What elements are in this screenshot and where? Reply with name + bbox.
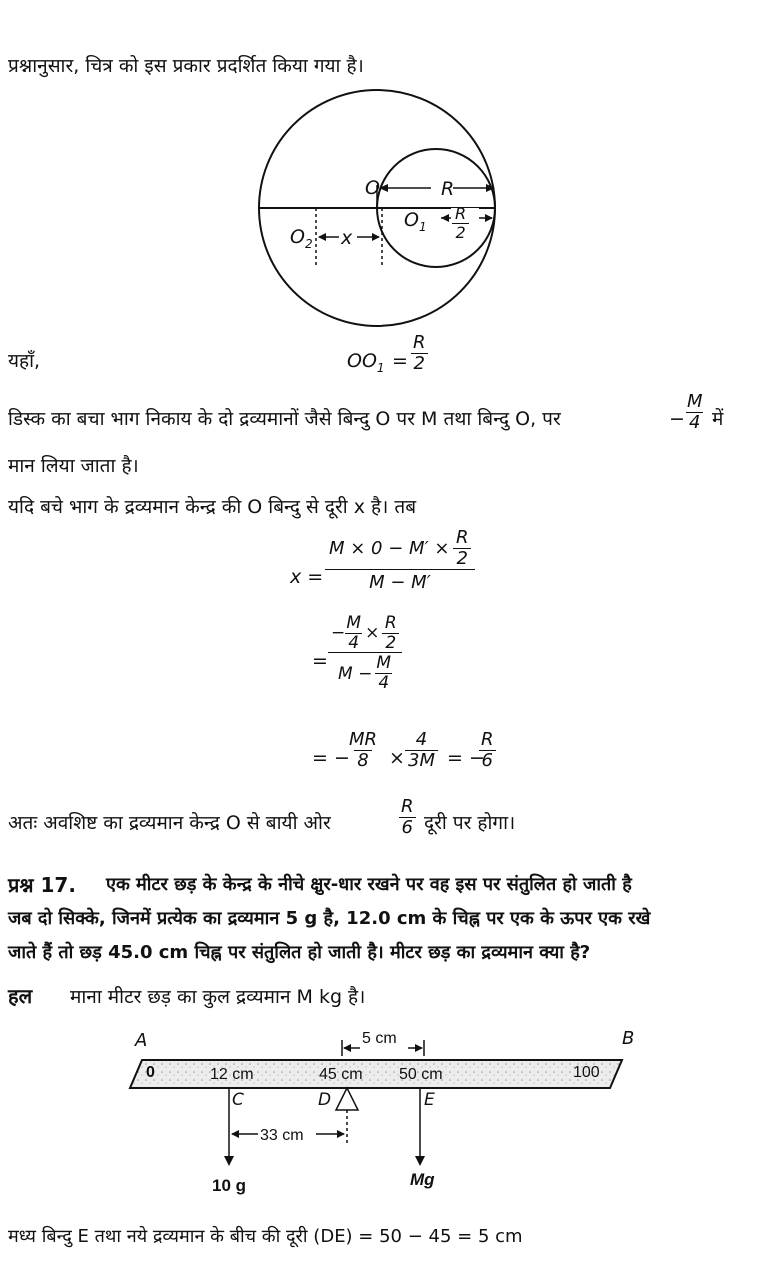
fig1-label-O2: $O_2$ [290,226,313,251]
fig2-mark-12: 12 cm [210,1066,254,1083]
q17-label: प्रश्न 17. [8,873,76,897]
fig1-label-O: O [365,177,380,199]
intro-text: प्रश्नानुसार, चित्र को इस प्रकार प्रदर्शित किया गया है। [8,55,364,77]
eq2-minus: − [331,623,346,644]
q17-line3: जाते हैं तो छड़ 45.0 cm चिह्न पर संतुलित हो जाती है। मीटर छड़ का द्रव्यमान क्या है? [8,942,591,963]
fig2-dim-bottom: 33 cm [260,1127,304,1144]
eq1-numerator: M × 0 − M′ × [329,537,450,559]
eq3-b-frac: $\frac{4}{3M}$ [405,730,438,771]
para1b-text: मान लिया जाता है। [8,455,139,477]
conclusion-post: दूरी पर होगा। [424,812,516,834]
eq2-den-frac: $\frac{M}{4}$ [376,653,392,694]
figure-metre-stick [120,1030,640,1210]
eq3-equals: = − [312,747,350,769]
fig2-mark-50: 50 cm [399,1066,443,1083]
fig2-mark-45: 45 cm [319,1066,363,1083]
eq2-b-frac: $\frac{R}{2}$ [382,614,399,652]
final-line: मध्य बिन्दु E तथा नये द्रव्यमान के बीच की दूरी (DE) = 50 − 45 = 5 cm [8,1226,523,1247]
eq-OO1-equals: = [392,350,408,372]
eq2-fraction [328,614,402,693]
fig2-mark-100: 100 [573,1064,600,1081]
eq-OO1-lhs: $OO_1$ [347,350,385,375]
fig2-label-A: A [135,1030,148,1051]
hal-text: माना मीटर छड़ का कुल द्रव्यमान M kg है। [70,986,366,1008]
fig1-label-x: x [341,227,353,249]
fig2-label-B: B [622,1028,635,1049]
conclusion-pre: अतः अवशिष्ट का द्रव्यमान केन्द्र O से बायी ओर [8,812,331,834]
eq-OO1-fraction: $\frac{R}{2}$ [410,333,429,374]
eq2-times: × [365,623,380,644]
fig1-label-O1: $O_1$ [404,209,427,234]
para1-minus: − [669,408,685,430]
fig2-dim-top: 5 cm [362,1030,397,1047]
fig2-label-C: C [232,1090,244,1110]
fig2-weight-10g: 10 g [212,1176,247,1195]
fig2-label-D: D [318,1090,332,1110]
eq2-denominator: M − $\frac{M}{4}$ [328,652,402,692]
eq3-times: × [389,747,405,769]
eq1-denominator: M − M′ [325,569,475,593]
eq3-c-frac: $\frac{R}{6}$ [478,730,497,771]
q17-line1: एक मीटर छड़ के केन्द्र के नीचे क्षुर-धार रखने पर वह इस पर संतुलित हो जाती है [106,874,632,895]
fig2-weight-Mg: Mg [410,1170,435,1189]
eq2-a-frac: $\frac{M}{4}$ [346,613,361,653]
yahan-label: यहाँ, [8,350,41,372]
figure-disc-diagram [255,85,515,345]
hal-label: हल [8,984,33,1008]
para2-text: यदि बचे भाग के द्रव्यमान केन्द्र की O बिन्दु से दूरी x है। तब [8,496,417,518]
fig1-label-R-half: $\frac{R}{2}$ [452,205,469,241]
eq1-num-frac: $\frac{R}{2}$ [453,528,470,569]
eq3-equals2: = − [447,747,485,769]
fig1-label-R: R [441,178,455,200]
fig2-label-E: E [424,1090,435,1110]
conclusion-fraction: $\frac{R}{6}$ [398,797,417,838]
eq3-a-frac: $\frac{MR}{8}$ [349,729,378,771]
eq1-lhs: x = [290,566,324,588]
q17-line2: जब दो सिक्के, जिनमें प्रत्येक का द्रव्यमान 5 g है, 12.0 cm के चिह्न पर एक के ऊपर एक रखे [8,908,651,929]
eq1-fraction [325,528,475,593]
eq2-equals: = [312,650,328,672]
para1-text: डिस्क का बचा भाग निकाय के दो द्रव्यमानों जैसे बिन्दु O पर M तथा बिन्दु O, पर [8,408,561,430]
para1-tail: में [712,408,724,430]
para1-fraction: $\frac{M}{4}$ [687,391,703,433]
fig2-mark-0: 0 [146,1064,155,1081]
